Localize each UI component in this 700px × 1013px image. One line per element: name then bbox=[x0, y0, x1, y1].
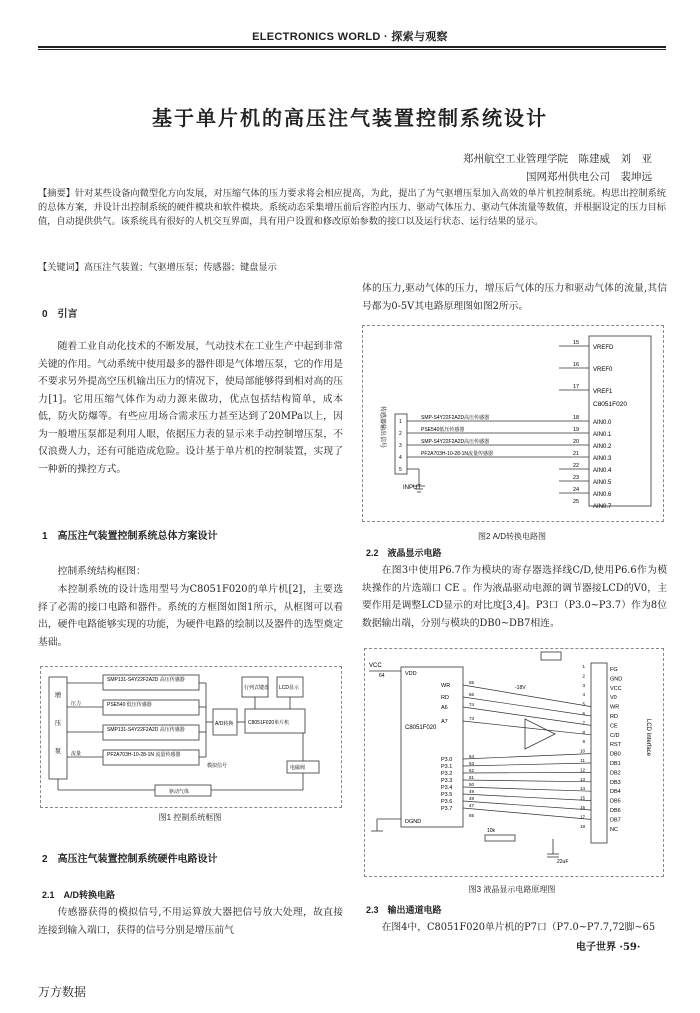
fig3-mcu-pin: A6 bbox=[441, 705, 448, 711]
figure-3-caption: 图3 液晶显示电路原理图 bbox=[468, 885, 556, 894]
section-2-2-paragraph: 在图3中使用P6.7作为模块的寄存器选择线C/D,使用P6.6作为模块操作的片选端口 CE 。作为液晶驱动电源的调节器接LCD的V0，主要作用是调整LCD显示的对比度[3,4]。P3口（P3.0~P3.7）作为8位数据输出端，分别与模块的DB0~DB7相连。 bbox=[362, 565, 667, 629]
fig3-mcu-pin: P3.6 bbox=[441, 799, 453, 805]
abstract: 【摘要】针对某些设备向微型化方向发展，对压缩气体的压力要求将会相应提高，为此，提出了为气驱增压泵加入高效的单片机控制系统。构思出控制系统的总体方案，并设计出控制系统的硬件模块和软件模块。系统动态采集增压前后容腔内压力、驱动气体压力、驱动气体流量等数值，并根据设定的压力目标值，自动提供供气。该系统具有很好的人机交互界面，具有用户设置和修改原始参数的接口以及运行状态、运行结果的显示。 bbox=[38, 188, 666, 227]
header-rule-thin bbox=[38, 49, 666, 50]
fig3-mcu-pin: P3.2 bbox=[441, 771, 453, 777]
section-2-3-heading: 2.3 输出通道电路 bbox=[366, 905, 442, 915]
fig3-mcu-pin: RD bbox=[441, 695, 449, 701]
page-footer bbox=[576, 938, 640, 953]
fig3-neg-supply-label: -18V bbox=[515, 685, 526, 691]
fig3-lcd-pin: DB1 bbox=[610, 761, 621, 767]
fig3-wire-number: 65 bbox=[469, 813, 475, 818]
fig3-lcd-pin-number: 2 bbox=[582, 673, 585, 679]
wire bbox=[463, 787, 591, 791]
fig2-sensor-line: SMP-S4Y22F2A2D高压传感器 bbox=[421, 439, 490, 445]
figure-1-caption: 图1 控制系统框图 bbox=[158, 813, 222, 822]
fig3-wire-number: 50 bbox=[469, 782, 475, 787]
fig3-mcu-pin: P3.7 bbox=[441, 806, 453, 812]
fig2-ain-pin: AIN0.5 bbox=[593, 480, 612, 486]
figure-2-caption: 图2 A/D转换电路图 bbox=[477, 532, 546, 541]
fig1-drive-label: 驱动气体 bbox=[169, 789, 190, 795]
fig3-wire-number: 56 bbox=[469, 692, 475, 697]
fig3-lcd-pin-number: 14 bbox=[579, 786, 585, 792]
section-1-lead: 控制系统结构框图： bbox=[57, 566, 146, 577]
fig2-ain-pin: AIN0.6 bbox=[593, 492, 612, 498]
fig3-mcu-pin: VDD bbox=[405, 671, 417, 677]
wire bbox=[463, 772, 591, 773]
fig2-ain-pin: AIN0.7 bbox=[593, 504, 612, 510]
wire bbox=[463, 794, 591, 801]
section-2-2-heading: 2.2 液晶显示电路 bbox=[366, 548, 442, 558]
fig3-wire-number: 73 bbox=[469, 716, 475, 721]
wire bbox=[463, 780, 591, 782]
fig2-vref-pin: VREF1 bbox=[593, 389, 613, 395]
fig2-pin-number: 23 bbox=[573, 475, 580, 481]
fig2-pin-number: 19 bbox=[573, 427, 580, 433]
fig2-pin-number: 24 bbox=[573, 487, 580, 493]
fig1-sensor-2: PSE540 低压传感器 bbox=[107, 702, 152, 708]
fig1-block-label: 增压泵 bbox=[54, 692, 62, 755]
figure-3-circuit bbox=[365, 649, 663, 876]
fig3-lcd-pin: WR bbox=[610, 704, 620, 711]
figure-3 bbox=[364, 648, 664, 877]
paper-title: 基于单片机的高压注气装置控制系统设计 bbox=[152, 106, 548, 130]
fig3-mcu-pin: A7 bbox=[441, 719, 448, 725]
figure-2 bbox=[362, 325, 664, 522]
fig2-pin-number: 17 bbox=[573, 384, 580, 390]
section-1-heading: 1 高压注气装置控制系统总体方案设计 bbox=[42, 531, 218, 542]
fig1-valve-label: 电磁阀 bbox=[290, 765, 306, 771]
fig3-lcd-pin-number: 10 bbox=[579, 748, 585, 754]
fig3-lcd-pin: RD bbox=[610, 714, 618, 720]
section-2-heading: 2 高压注气装置控制系统硬件电路设计 bbox=[42, 854, 218, 865]
right-top-paragraph: 体的压力,驱动气体的压力，增压后气体的压力和驱动气体的流量,其信号都为0-5V其电路原理图如图2所示。 bbox=[362, 283, 667, 312]
figure-2-circuit bbox=[363, 326, 663, 521]
journal-header: ELECTRONICS WORLD · 探索与观察 bbox=[252, 31, 448, 43]
fig2-vertical-label: 传感器输出信号 bbox=[379, 406, 385, 449]
fig3-lcd-pin: RST bbox=[610, 742, 621, 749]
fig3-lcd-pin-number: 7 bbox=[582, 720, 585, 726]
fig3-mcu-pin: P3.3 bbox=[441, 778, 453, 784]
fig3-lcd-pin-number: 16 bbox=[579, 805, 585, 810]
figure-1-diagram bbox=[41, 667, 341, 807]
fig3-lcd-pin-number: 4 bbox=[582, 692, 585, 698]
fig3-vcc-pin: 64 bbox=[379, 673, 385, 679]
wire bbox=[463, 801, 591, 810]
fig3-lcd-pin-number: 1 bbox=[582, 664, 585, 669]
fig3-wire-number: 47 bbox=[469, 803, 475, 808]
fig3-lcd-pin: GND bbox=[610, 676, 623, 683]
fig3-mcu-pin: DGND bbox=[405, 819, 422, 825]
fig3-lcd-interface-label: LCD Interface bbox=[645, 719, 651, 757]
fig3-lcd-pin: DB6 bbox=[610, 808, 621, 814]
fig3-lcd-pin: DB5 bbox=[610, 798, 621, 805]
fig3-lcd-pin: VCC bbox=[610, 685, 622, 692]
fig2-pin-number: 25 bbox=[573, 499, 580, 505]
fig3-lcd-pin: DB4 bbox=[610, 789, 621, 796]
section-2-3-paragraph: 在图4中，C8051F020单片机的P7口（P7.0~P7.7,72脚~65 bbox=[381, 922, 656, 933]
fig3-lcd-pin-number: 11 bbox=[580, 758, 585, 763]
fig2-ain-pin: AIN0.0 bbox=[593, 420, 612, 426]
fig1-pressure-label: 压力 bbox=[71, 701, 82, 707]
wire bbox=[463, 721, 591, 735]
wire bbox=[463, 697, 591, 716]
fig2-input-number: 3 bbox=[399, 443, 402, 449]
fig3-wire-number: 49 bbox=[469, 789, 475, 794]
wire bbox=[463, 808, 591, 819]
fig3-mcu-pin: P3.0 bbox=[441, 757, 453, 763]
fig3-capacitor-label: 22uF bbox=[557, 859, 569, 865]
fig3-lcd-pin: DB0 bbox=[610, 751, 621, 758]
fig2-input-number: 1 bbox=[399, 419, 402, 425]
fig3-lcd-pin: FG bbox=[610, 667, 618, 673]
fig2-pin-number: 15 bbox=[573, 340, 580, 346]
fig2-vref-pin: VREF0 bbox=[593, 367, 613, 373]
fig3-mcu-pin: P3.5 bbox=[441, 792, 453, 798]
fig3-wire-number: 74 bbox=[469, 702, 475, 707]
page-number: ·59· bbox=[619, 942, 641, 953]
fig2-input-number: 4 bbox=[399, 455, 402, 461]
fig3-lcd-pin: DB7 bbox=[610, 817, 621, 824]
fig1-signal-label: 模拟信号 bbox=[207, 763, 228, 769]
fig2-pin-number: 22 bbox=[573, 463, 580, 469]
fig2-ain-pin: AIN0.4 bbox=[593, 468, 612, 474]
fig2-input-number: 5 bbox=[399, 467, 402, 473]
section-1-paragraph: 本控制系统的设计选用型号为C8051F020的单片机[2]，主要选择了必需的接口电路和器件。系统的方框图如图1所示，从框图可以看出，硬件电路能够实现的功能，为硬件电路的绘制以及器件的选型奠定基础。 bbox=[38, 584, 343, 648]
header-rule bbox=[38, 46, 666, 48]
fig3-chip-label: C8051F020 bbox=[405, 725, 437, 731]
fig3-lcd-pin-number: 12 bbox=[579, 767, 585, 773]
fig1-ad-label: A/D转换 bbox=[215, 721, 234, 727]
fig2-vref-pin: VREFD bbox=[593, 345, 614, 351]
section-2-1-heading: 2.1 A/D转换电路 bbox=[42, 890, 116, 900]
fig2-input-label: INPUT bbox=[403, 485, 421, 491]
fig3-lcd-pin-number: 18 bbox=[579, 823, 585, 829]
fig1-sensor-4: PF2A703H-10-28-1N 流量传感器 bbox=[107, 752, 181, 758]
figure-1 bbox=[40, 666, 342, 808]
intro-paragraph: 随着工业自动化技术的不断发展，气动技术在工业生产中起到非常关键的作用。气动系统中使用最多的器件即是气体增压泵，它的作用是不要求另外提高空压机输出压力的情况下，使局部能够得到相对高的压力[1]。它用压缩气体作为动力源来做功，优点包括结构简单，成本低，防火防爆等。有些应用场合需求压力甚至达到了20MPa以上，因为一般增压泵都是利用人眼，依据压力表的显示来手动控制增压泵，不仅浪费人力，还有可能造成危险。设计基于单片机的控制装置，实现了一种新的操控方式。 bbox=[38, 341, 343, 475]
fig3-lcd-pin: C/D bbox=[610, 732, 620, 739]
fig3-wire-number: 51 bbox=[469, 775, 475, 780]
fig2-pin-number: 20 bbox=[573, 439, 580, 445]
wire bbox=[463, 754, 591, 759]
keywords: 【关键词】高压注气装置；气驱增压泵；传感器；键盘显示 bbox=[38, 262, 277, 273]
fig3-mcu-pin: WR bbox=[441, 683, 451, 689]
fig2-chip-label: C8051F020 bbox=[593, 401, 627, 408]
fig2-ain-pin: AIN0.1 bbox=[593, 432, 612, 438]
fig3-lcd-pin: NC bbox=[610, 826, 618, 833]
fig3-wire-number: 52 bbox=[469, 768, 475, 773]
fig2-sensor-line: PF2A703H-10-28-1N流量传感器 bbox=[421, 451, 493, 457]
wire bbox=[463, 763, 591, 766]
author-line-2: 国网郑州供电公司 裴坤远 bbox=[526, 171, 652, 183]
wire bbox=[463, 707, 591, 725]
fig1-mcu-label: C8051F020单片机 bbox=[248, 720, 290, 726]
fig2-ain-pin: AIN0.2 bbox=[593, 444, 612, 450]
fig3-mcu-pin: P3.1 bbox=[441, 764, 453, 770]
fig3-resistor-label: 10k bbox=[487, 828, 496, 834]
fig2-sensor-line: PSE540低压传感器 bbox=[421, 427, 465, 433]
fig3-lcd-pin-number: 13 bbox=[579, 776, 585, 782]
fig3-lcd-pin-number: 15 bbox=[579, 795, 585, 801]
fig3-lcd-pin: DB2 bbox=[610, 770, 621, 777]
fig3-wire-number: 53 bbox=[469, 761, 475, 766]
fig3-lcd-pin: CE bbox=[610, 723, 618, 730]
fig2-sensor-line: SMP-S4Y22F2A2D高压传感器 bbox=[421, 415, 490, 421]
fig3-vcc-label: VCC bbox=[369, 663, 382, 669]
journal-name: 电子世界 bbox=[576, 942, 616, 953]
fig3-lcd-pin-number: 5 bbox=[582, 701, 585, 707]
fig3-lcd-pin-number: 3 bbox=[582, 682, 585, 688]
fig1-lcd-label: LCD显示 bbox=[279, 685, 300, 691]
fig1-flow-label: 流量 bbox=[71, 751, 82, 757]
fig1-sensor-3: SMP131-S4Y22F2A2D 高压传感器 bbox=[107, 727, 185, 733]
fig3-wire-number: 54 bbox=[469, 754, 475, 759]
fig3-lcd-pin: V0 bbox=[610, 695, 617, 702]
fig2-input-number: 2 bbox=[399, 431, 402, 437]
fig1-sensor-1: SMP131-S4Y22F2A2D 高压传感器 bbox=[107, 677, 185, 683]
section-2-1-paragraph: 传感器获得的模拟信号,不用运算放大器把信号放大处理，故直接连接到输入端口，获得的信号分别是增压前气 bbox=[38, 907, 343, 936]
fig3-wire-number: 48 bbox=[469, 796, 475, 801]
fig3-mcu-pin: P3.4 bbox=[441, 785, 453, 791]
fig3-wire-number: 55 bbox=[469, 680, 475, 685]
section-0-heading: 0 引言 bbox=[42, 309, 78, 320]
author-line-1: 郑州航空工业管理学院 陈建威 刘 亚 bbox=[463, 153, 652, 165]
fig2-pin-number: 21 bbox=[573, 451, 580, 457]
fig1-keyboard-label: 行列式键盘 bbox=[244, 685, 270, 691]
fig2-pin-number: 16 bbox=[573, 362, 580, 368]
fig2-pin-number: 18 bbox=[573, 415, 580, 421]
fig3-lcd-pin-number: 6 bbox=[582, 711, 585, 716]
source-watermark: 万方数据 bbox=[38, 985, 87, 999]
fig3-lcd-pin-number: 9 bbox=[582, 739, 585, 745]
fig3-lcd-pin-number: 8 bbox=[582, 729, 585, 735]
fig3-lcd-pin: DB3 bbox=[610, 779, 621, 786]
fig3-lcd-pin-number: 17 bbox=[579, 814, 585, 820]
fig2-ain-pin: AIN0.3 bbox=[593, 456, 612, 462]
